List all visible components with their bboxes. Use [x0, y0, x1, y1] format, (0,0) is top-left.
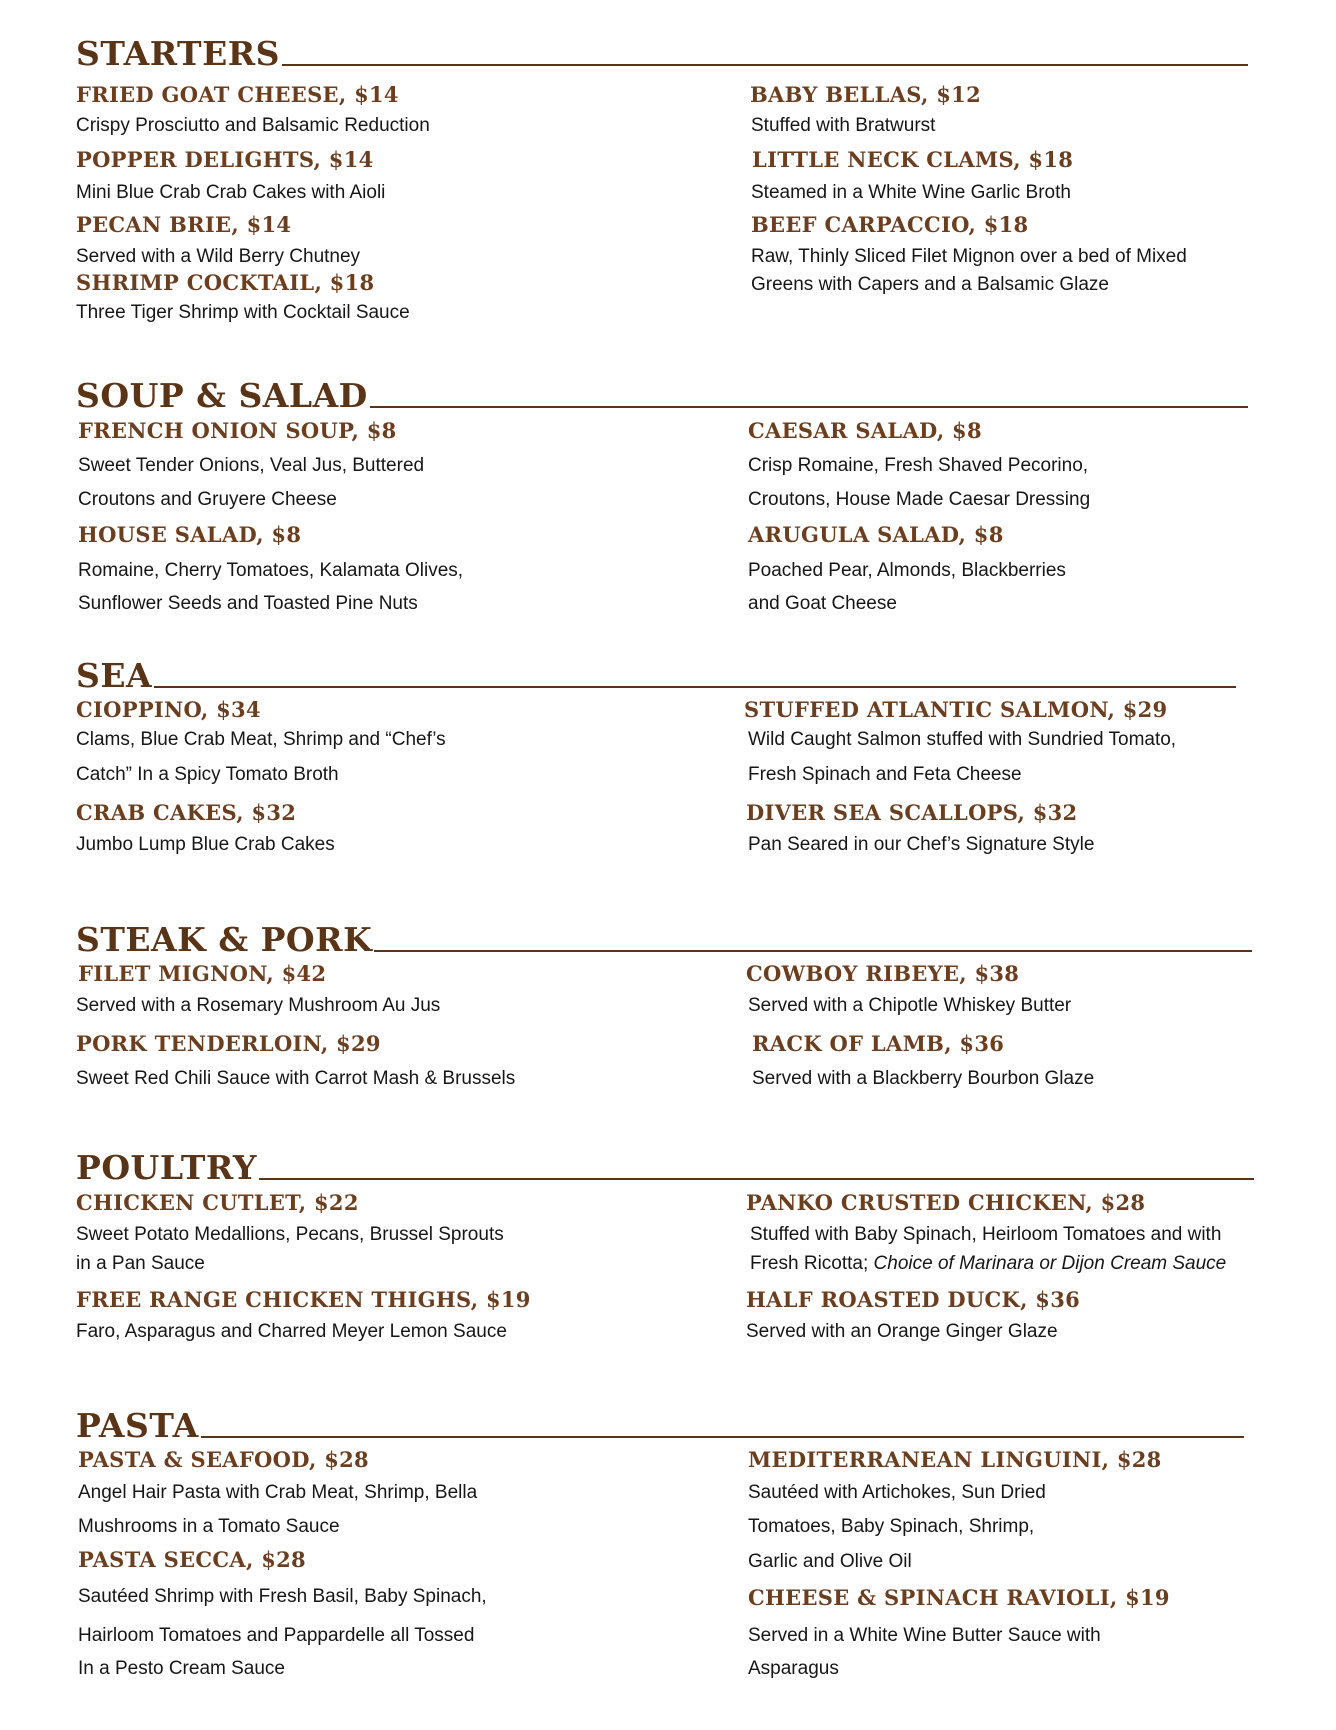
- section-title: STEAK & PORK: [76, 920, 373, 959]
- menu-item-description: Jumbo Lump Blue Crab Cakes: [76, 834, 335, 855]
- menu-item-name: COWBOY RIBEYE, $38: [746, 961, 1020, 986]
- menu-item-description: Sunflower Seeds and Toasted Pine Nuts: [78, 593, 418, 614]
- section-header-steak-pork: [76, 916, 1252, 959]
- menu-item-name: BABY BELLAS, $12: [750, 82, 981, 107]
- menu-item-description: Crisp Romaine, Fresh Shaved Pecorino,: [748, 455, 1089, 476]
- menu-item-description: Hairloom Tomatoes and Pappardelle all Tossed: [78, 1625, 475, 1646]
- menu-item-description: Served with a Rosemary Mushroom Au Jus: [76, 995, 441, 1016]
- section-title: STARTERS: [76, 34, 280, 73]
- section-title: PASTA: [76, 1406, 199, 1445]
- menu-item-description: Tomatoes, Baby Spinach, Shrimp,: [748, 1516, 1035, 1537]
- menu-item-description: Sautéed Shrimp with Fresh Basil, Baby Spinach,: [78, 1586, 487, 1607]
- menu-item-description: In a Pesto Cream Sauce: [78, 1658, 285, 1679]
- menu-item-name: PORK TENDERLOIN, $29: [76, 1031, 381, 1056]
- menu-item-description: Stuffed with Baby Spinach, Heirloom Tomatoes and with: [750, 1224, 1222, 1245]
- menu-item-name: CHICKEN CUTLET, $22: [76, 1190, 359, 1215]
- section-header-pasta: [76, 1402, 1244, 1445]
- menu-item-name: PECAN BRIE, $14: [76, 212, 292, 237]
- menu-item-description: Wild Caught Salmon stuffed with Sundried Tomato,: [748, 729, 1177, 750]
- menu-item-name: STUFFED ATLANTIC SALMON, $29: [744, 697, 1168, 722]
- menu-item-description: Served with a Blackberry Bourbon Glaze: [752, 1068, 1095, 1089]
- menu-item-name: FRENCH ONION SOUP, $8: [78, 418, 397, 443]
- menu-item-description: Pan Seared in our Chef’s Signature Style: [748, 834, 1095, 855]
- section-header-poultry: [76, 1144, 1254, 1187]
- menu-item-description: Catch” In a Spicy Tomato Broth: [76, 764, 339, 785]
- menu-item-description: Served with a Wild Berry Chutney: [76, 246, 361, 267]
- description-text: Fresh Ricotta;: [750, 1253, 874, 1274]
- menu-item-name: CAESAR SALAD, $8: [748, 418, 982, 443]
- section-header-starters: [76, 30, 1248, 73]
- menu-item-name: CHEESE & SPINACH RAVIOLI, $19: [748, 1585, 1170, 1610]
- menu-item-name: FRIED GOAT CHEESE, $14: [76, 82, 399, 107]
- menu-item-name: LITTLE NECK CLAMS, $18: [752, 147, 1074, 172]
- menu-item-name: PASTA & SEAFOOD, $28: [78, 1447, 369, 1472]
- menu-item-description: Clams, Blue Crab Meat, Shrimp and “Chef’s: [76, 729, 446, 750]
- menu-item-description: in a Pan Sauce: [76, 1253, 205, 1274]
- menu-item-description: Crispy Prosciutto and Balsamic Reduction: [76, 115, 430, 136]
- menu-item-description: Sautéed with Artichokes, Sun Dried: [748, 1482, 1046, 1503]
- menu-item-name: CIOPPINO, $34: [76, 697, 261, 722]
- menu-item-name: CRAB CAKES, $32: [76, 800, 297, 825]
- sauce-choice-text: Choice of Marinara or Dijon Cream Sauce: [873, 1253, 1227, 1274]
- menu-item-description: Garlic and Olive Oil: [748, 1551, 912, 1572]
- menu-item-description: Croutons, House Made Caesar Dressing: [748, 489, 1091, 510]
- menu-item-description: Raw, Thinly Sliced Filet Mignon over a bed of Mixed: [751, 246, 1187, 267]
- menu-item-name: DIVER SEA SCALLOPS, $32: [746, 800, 1078, 825]
- menu-item-description: Angel Hair Pasta with Crab Meat, Shrimp, Bella: [78, 1482, 478, 1503]
- menu-item-description: Mushrooms in a Tomato Sauce: [78, 1516, 340, 1537]
- menu-item-description: Sweet Potato Medallions, Pecans, Brussel Sprouts: [76, 1224, 504, 1245]
- menu-item-name: PANKO CRUSTED CHICKEN, $28: [746, 1190, 1146, 1215]
- menu-item-name: ARUGULA SALAD, $8: [748, 522, 1004, 547]
- menu-item-description: Three Tiger Shrimp with Cocktail Sauce: [76, 302, 410, 323]
- menu-item-description: and Goat Cheese: [748, 593, 897, 614]
- section-header-soup-salad: [76, 372, 1248, 415]
- menu-item-description: Served in a White Wine Butter Sauce with: [748, 1625, 1101, 1646]
- menu-item-description: Served with a Chipotle Whiskey Butter: [748, 995, 1072, 1016]
- menu-item-description: Romaine, Cherry Tomatoes, Kalamata Olives,: [78, 560, 464, 581]
- section-title: SEA: [76, 656, 153, 695]
- section-title: POULTRY: [76, 1148, 257, 1187]
- menu-item-description: [750, 1254, 1226, 1273]
- menu-item-name: PASTA SECCA, $28: [78, 1547, 306, 1572]
- menu-item-description: Fresh Spinach and Feta Cheese: [748, 764, 1022, 785]
- menu-item-description: Served with an Orange Ginger Glaze: [746, 1321, 1058, 1342]
- menu-item-description: Sweet Tender Onions, Veal Jus, Buttered: [78, 455, 425, 476]
- menu-item-description: Poached Pear, Almonds, Blackberries: [748, 560, 1066, 581]
- menu-item-name: MEDITERRANEAN LINGUINI, $28: [748, 1447, 1162, 1472]
- menu-item-name: BEEF CARPACCIO, $18: [751, 212, 1029, 237]
- menu-item-description: Stuffed with Bratwurst: [751, 115, 936, 136]
- menu-item-description: Asparagus: [748, 1658, 839, 1679]
- menu-item-name: POPPER DELIGHTS, $14: [76, 147, 374, 172]
- menu-item-name: FREE RANGE CHICKEN THIGHS, $19: [76, 1287, 531, 1312]
- menu-item-description: Sweet Red Chili Sauce with Carrot Mash & Brussels: [76, 1068, 516, 1089]
- menu-item-description: Greens with Capers and a Balsamic Glaze: [751, 274, 1109, 295]
- menu-item-name: RACK OF LAMB, $36: [752, 1031, 1005, 1056]
- menu-item-description: Faro, Asparagus and Charred Meyer Lemon Sauce: [76, 1321, 507, 1342]
- menu-item-description: Croutons and Gruyere Cheese: [78, 489, 337, 510]
- menu-item-name: FILET MIGNON, $42: [78, 961, 327, 986]
- menu-item-description: Mini Blue Crab Crab Cakes with Aioli: [76, 182, 386, 203]
- menu-item-name: SHRIMP COCKTAIL, $18: [76, 270, 375, 295]
- section-title: SOUP & SALAD: [76, 376, 368, 415]
- menu-item-name: HOUSE SALAD, $8: [78, 522, 302, 547]
- section-header-sea: [76, 652, 1236, 695]
- menu-item-description: Steamed in a White Wine Garlic Broth: [751, 182, 1071, 203]
- menu-item-name: HALF ROASTED DUCK, $36: [746, 1287, 1081, 1312]
